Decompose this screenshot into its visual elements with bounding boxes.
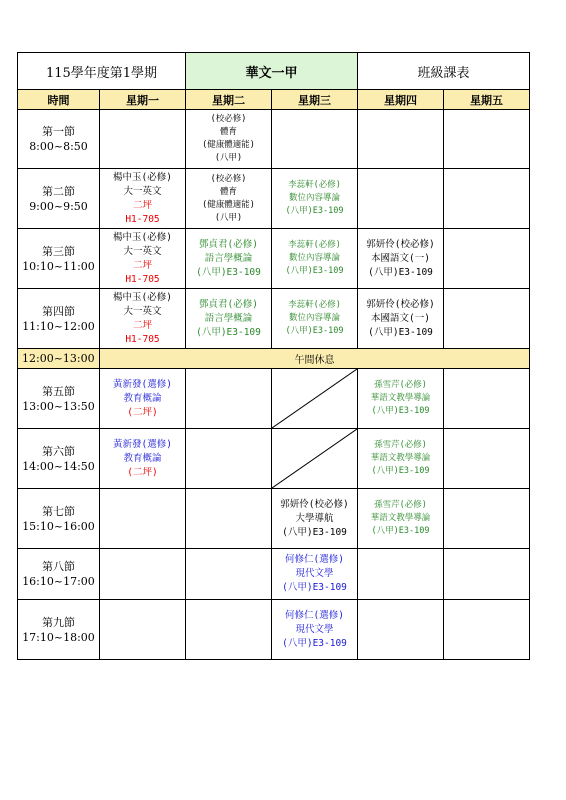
course-cell: 黃新發(選修) 教育概論 (二坪)	[100, 429, 186, 489]
period-row	[18, 369, 530, 429]
lunch-label: 午間休息	[100, 349, 530, 369]
course-cell: 李蕊軒(必修) 數位內容導論 (八甲)E3-109	[272, 289, 358, 349]
col-header-time: 時間	[18, 90, 100, 110]
empty-cell	[444, 110, 530, 169]
course-cell: 李蕊軒(必修) 數位內容導論 (八甲)E3-109	[272, 229, 358, 289]
course-cell: 楊中玉(必修) 大一英文 二坪 H1-705	[100, 229, 186, 289]
empty-cell	[272, 110, 358, 169]
empty-cell	[444, 549, 530, 600]
lunch-row	[18, 349, 530, 369]
empty-cell	[186, 429, 272, 489]
course-cell: 楊中玉(必修) 大一英文 二坪 H1-705	[100, 169, 186, 229]
empty-cell	[444, 289, 530, 349]
term-title: 115學年度第1學期	[18, 53, 186, 90]
course-cell: 孫雪芹(必修) 華語文教學導論 (八甲)E3-109	[358, 489, 444, 549]
course-cell: 李蕊軒(必修) 數位內容導論 (八甲)E3-109	[272, 169, 358, 229]
empty-cell	[186, 369, 272, 429]
period-row	[18, 110, 530, 169]
period-row	[18, 600, 530, 660]
empty-cell	[444, 600, 530, 660]
schedule-table	[17, 52, 530, 660]
class-name: 華文一甲	[186, 53, 358, 90]
doc-title: 班級課表	[358, 53, 530, 90]
empty-cell	[444, 229, 530, 289]
empty-cell	[444, 169, 530, 229]
course-cell: 郭妍伶(校必修) 本國語文(一) (八甲)E3-109	[358, 289, 444, 349]
empty-cell	[186, 549, 272, 600]
empty-cell	[100, 549, 186, 600]
period-label: 第四節 11:10~12:00	[18, 289, 100, 349]
period-label: 第九節 17:10~18:00	[18, 600, 100, 660]
empty-cell	[358, 110, 444, 169]
period-label: 第八節 16:10~17:00	[18, 549, 100, 600]
course-cell: 何修仁(選修) 現代文學 (八甲)E3-109	[272, 600, 358, 660]
empty-cell	[100, 110, 186, 169]
empty-cell	[186, 489, 272, 549]
period-row	[18, 229, 530, 289]
empty-cell	[444, 369, 530, 429]
course-cell: 黃新發(選修) 教育概論 (二坪)	[100, 369, 186, 429]
course-cell: (校必修) 體育 (健康體適能) (八甲)	[186, 110, 272, 169]
period-row	[18, 169, 530, 229]
period-label: 第一節 8:00~8:50	[18, 110, 100, 169]
empty-cell	[358, 549, 444, 600]
empty-cell	[186, 600, 272, 660]
period-label: 第六節 14:00~14:50	[18, 429, 100, 489]
col-header-tue: 星期二	[186, 90, 272, 110]
period-label: 第七節 15:10~16:00	[18, 489, 100, 549]
period-row	[18, 429, 530, 489]
course-cell: 孫雪芹(必修) 華語文教學導論 (八甲)E3-109	[358, 429, 444, 489]
empty-cell	[100, 489, 186, 549]
course-cell: (校必修) 體育 (健康體適能) (八甲)	[186, 169, 272, 229]
empty-cell	[444, 429, 530, 489]
course-cell: 鄧貞君(必修) 語言學概論 (八甲)E3-109	[186, 229, 272, 289]
blocked-cell	[272, 369, 358, 429]
lunch-time: 12:00~13:00	[18, 349, 100, 369]
col-header-thu: 星期四	[358, 90, 444, 110]
col-header-fri: 星期五	[444, 90, 530, 110]
period-label: 第三節 10:10~11:00	[18, 229, 100, 289]
empty-cell	[444, 489, 530, 549]
col-header-mon: 星期一	[100, 90, 186, 110]
blocked-cell	[272, 429, 358, 489]
course-cell: 鄧貞君(必修) 語言學概論 (八甲)E3-109	[186, 289, 272, 349]
period-row	[18, 549, 530, 600]
period-label: 第二節 9:00~9:50	[18, 169, 100, 229]
diagonal-slash	[272, 369, 357, 428]
diagonal-slash	[272, 429, 357, 488]
empty-cell	[100, 600, 186, 660]
course-cell: 郭妍伶(校必修) 大學導航 (八甲)E3-109	[272, 489, 358, 549]
course-cell: 孫雪芹(必修) 華語文教學導論 (八甲)E3-109	[358, 369, 444, 429]
period-label: 第五節 13:00~13:50	[18, 369, 100, 429]
course-cell: 郭妍伶(校必修) 本國語文(一) (八甲)E3-109	[358, 229, 444, 289]
period-row	[18, 289, 530, 349]
course-cell: 何修仁(選修) 現代文學 (八甲)E3-109	[272, 549, 358, 600]
empty-cell	[358, 169, 444, 229]
course-cell: 楊中玉(必修) 大一英文 二坪 H1-705	[100, 289, 186, 349]
period-row	[18, 489, 530, 549]
empty-cell	[358, 600, 444, 660]
col-header-wed: 星期三	[272, 90, 358, 110]
